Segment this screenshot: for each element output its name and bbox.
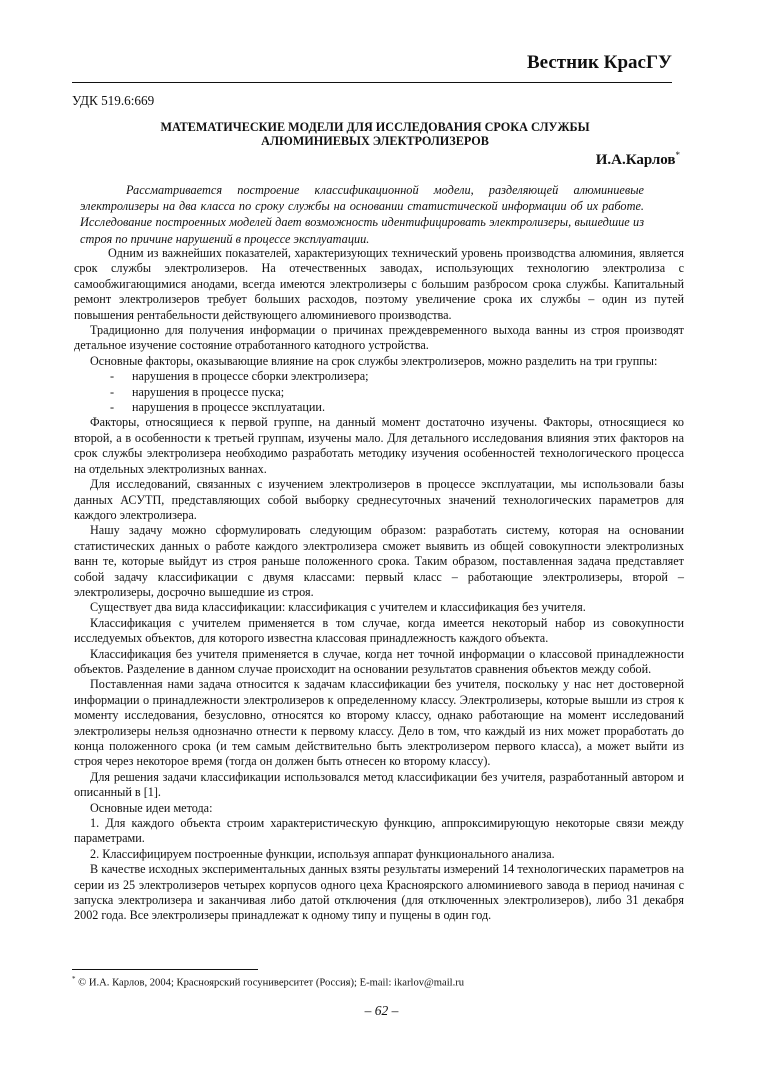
author-footnote-mark: * — [675, 150, 680, 160]
list-dash: - — [110, 384, 115, 399]
author-name: И.А.Карлов — [595, 152, 676, 168]
title-line: МАТЕМАТИЧЕСКИЕ МОДЕЛИ ДЛЯ ИССЛЕДОВАНИЯ СРОКА СЛУЖБЫ — [160, 120, 590, 134]
list-item — [74, 385, 684, 400]
paragraph: 1. Для каждого объекта строим характеристическую функцию, аппроксимирующую некоторые связи между параметрами. — [74, 816, 684, 846]
paragraph: Для исследований, связанных с изучением электролизеров в процессе эксплуатации, мы использовали базы данных АСУТП, представляющих собой выборку среднесуточных значений технологических параметров для каждого электролизера. — [74, 477, 684, 522]
paragraph: Поставленная нами задача относится к задачам классификации без учителя, поскольку у нас нет достоверной информации о принадлежности электролизеров к определенному классу. Электролизеры, которые вышли из строя к моменту исследования, безусловно, относятся ко второму классу, однако работающие на момент исследований электролизеры нельзя однозначно отнести к первому классу. Дело в том, что каждый из них может проработать до конца положенного срока (и тем самым действительно быть электролизером первого класса), а может выйти из строя через некоторое время (тогда он должен быть отнесен ко второму классу). — [74, 677, 684, 769]
paragraph: Одним из важнейших показателей, характеризующих технический уровень производства алюминия, является срок службы электролизеров. На отечественных заводах, использующих технологию электролиза с самообжигающимися анодами, всегда имеются электролизеры с большим разбросом срока службы. Капитальный ремонт электролизеров требует больших расходов, поэтому увеличение срока их службы – один из путей повышения рентабельности действующего алюминиевого производства. — [74, 246, 684, 322]
factor-list — [74, 369, 684, 415]
footnote-divider — [72, 969, 258, 970]
list-item-text: нарушения в процессе эксплуатации. — [132, 400, 326, 415]
paragraph: Существует два вида классификации: классификация с учителем и классификация без учителя. — [90, 600, 586, 615]
paragraph: Нашу задачу можно сформулировать следующим образом: разработать систему, которая на основании статистических данных о работе каждого электролизера сможет выявить из общей совокупности электролизных ванн те, которые выйдут из строя раньше положенного срока. Таким образом, поставленная задача представляет собой задачу классификации с двумя классами: первый класс – работающие электролизеры, второй – электролизеры, досрочно вышедшие из строя. — [74, 523, 684, 599]
paragraph: Основные идеи метода: — [90, 800, 213, 815]
list-dash: - — [110, 369, 115, 384]
udk-code: УДК 519.6:669 — [72, 93, 155, 108]
footnote-mark: * — [72, 975, 76, 983]
author — [72, 150, 680, 169]
paragraph: Факторы, относящиеся к первой группе, на данный момент достаточно изучены. Факторы, относящиеся ко второй, а в особенности к третьей группам, изучены мало. Для детального исследования влияния этих факторов на срок службы электролизера необходимо разработать методику изучения особенностей технологического процесса на отдельных электролизных ваннах. — [74, 415, 684, 476]
article-title — [80, 120, 670, 148]
abstract-text: Рассматривается построение классификационной модели, разделяющей алюминиевые электролизеры на два класса по сроку службы на основании статистической информации об их работе. Исследование построенных моделей дает возможность идентифицировать электролизеры, вышедшие из строя по причине нарушений в процессе эксплуатации. — [80, 183, 644, 246]
footnote — [72, 975, 464, 989]
page-number: – 62 – — [364, 1003, 399, 1018]
paragraph: В качестве исходных экспериментальных данных взяты результаты измерений 14 технологических параметров на серии из 25 электролизеров четырех корпусов одного цеха Красноярского алюминиевого завода в период начиная с запуска электролизера и заканчивая либо датой отключения (для отключенных электролизеров), либо 31 декабря 2002 года. Все электролизеры принадлежат к одному типу и пущены в один год. — [74, 862, 684, 923]
title-line: АЛЮМИНИЕВЫХ ЭЛЕКТРОЛИЗЕРОВ — [261, 134, 489, 148]
list-item-text: нарушения в процессе пуска; — [132, 384, 285, 399]
list-item-text: нарушения в процессе сборки электролизера; — [132, 369, 369, 384]
article-body — [74, 246, 684, 924]
paragraph: Классификация с учителем применяется в том случае, когда имеется некоторый набор из совокупности исследуемых объектов, для которого известна классовая принадлежность каждого объекта. — [74, 615, 684, 646]
paragraph: 2. Классифицируем построенные функции, используя аппарат функционального анализа. — [90, 846, 555, 861]
paragraph: Для решения задачи классификации использовался метод классификации без учителя, разработанный автором и описанный в [1]. — [74, 769, 684, 800]
paragraph: Основные факторы, оказывающие влияние на срок службы электролизеров, можно разделить на три группы: — [90, 353, 658, 368]
paragraph: Традиционно для получения информации о причинах преждевременного выхода ванны из строя производят детальное изучение состояние отработанного катодного устройства. — [74, 323, 684, 353]
paragraph: Классификация без учителя применяется в случае, когда нет точной информации о классовой принадлежности объектов. Разделение в данном случае происходит на основании результатов сравнения объектов между собой. — [74, 646, 684, 676]
footnote-text: © И.А. Карлов, 2004; Красноярский госуниверситет (Россия); E-mail: ikarlov@mail.ru — [75, 977, 465, 989]
list-item — [74, 400, 684, 415]
abstract — [80, 182, 644, 247]
list-dash: - — [110, 400, 115, 415]
journal-header: Вестник КрасГУ — [72, 52, 672, 83]
list-item — [74, 369, 684, 384]
